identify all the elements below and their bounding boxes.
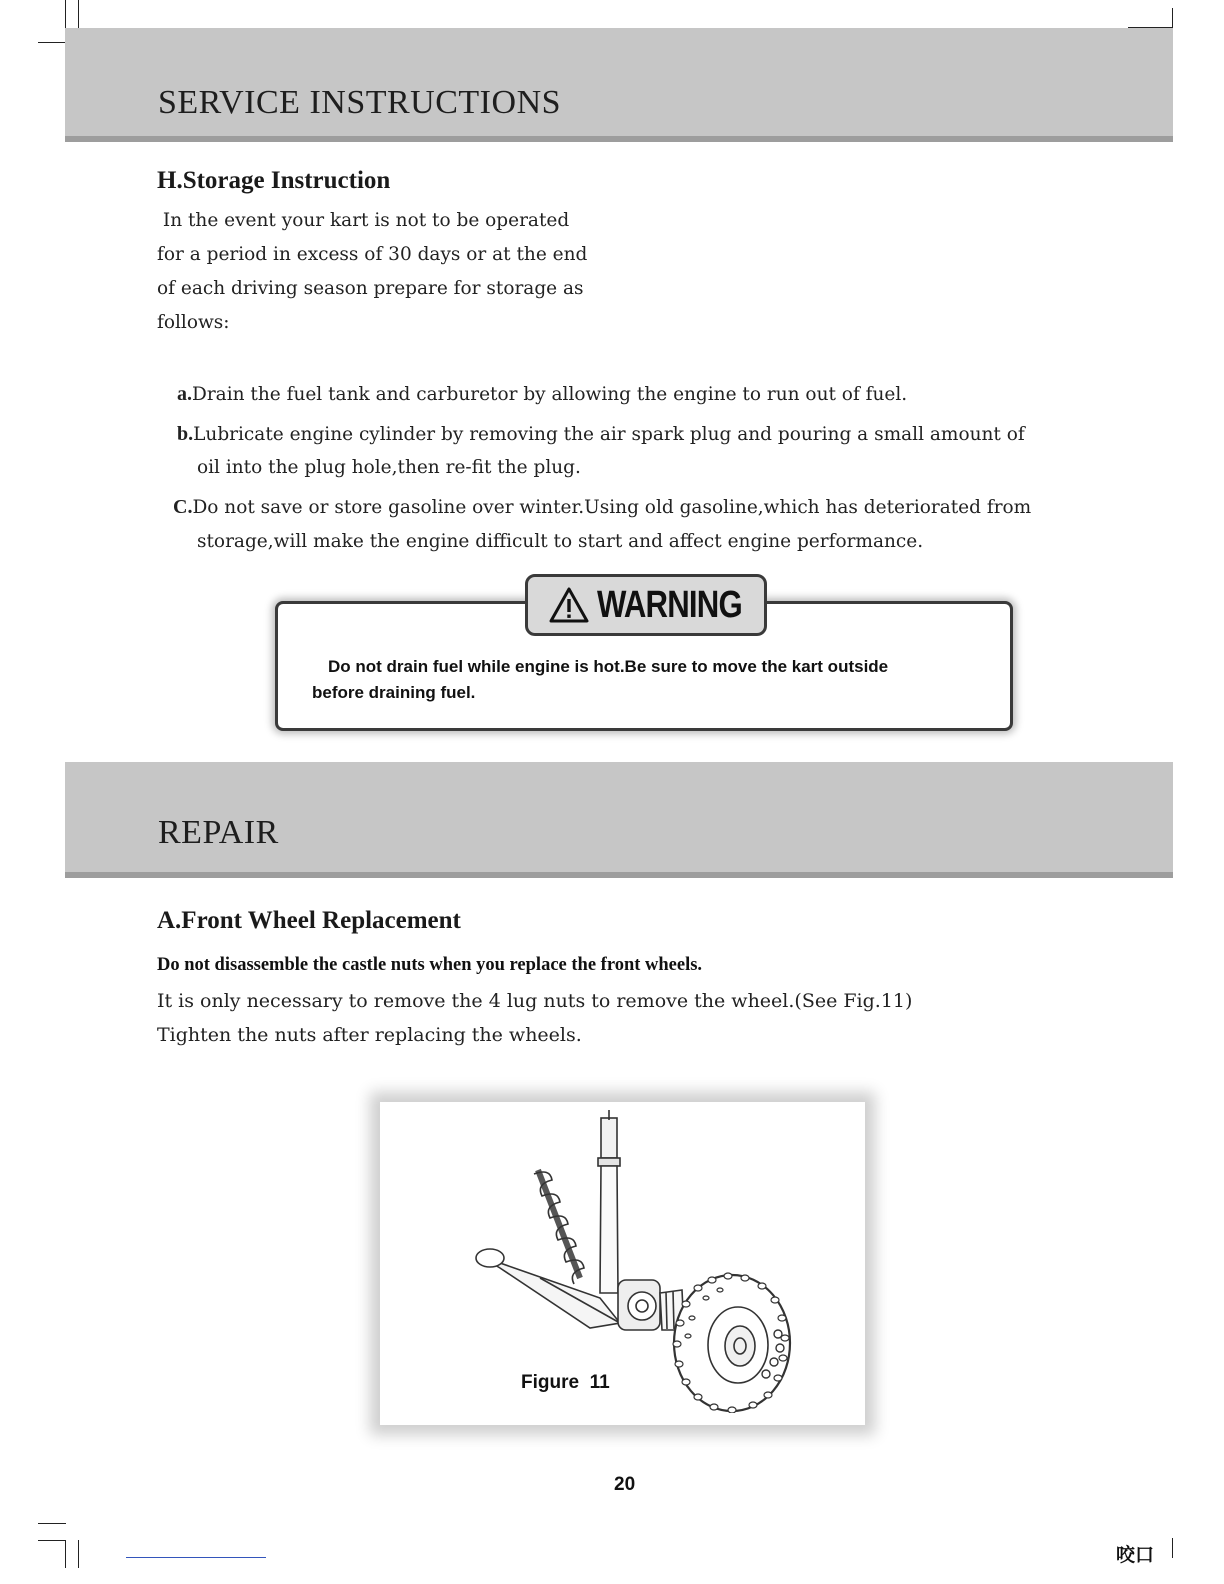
warning-triangle-icon (549, 587, 589, 623)
crop-mark (1172, 8, 1173, 28)
section-header-band (65, 762, 1173, 878)
subsection-heading: H.Storage Instruction (157, 167, 391, 194)
front-suspension-wheel-illustration (470, 1108, 810, 1413)
paragraph-line: of each driving season prepare for storage as (157, 278, 584, 299)
list-item-text: Lubricate engine cylinder by removing the air spark plug and pouring a small amount of (193, 424, 1025, 445)
list-marker: a. (177, 383, 192, 405)
paragraph-line: It is only necessary to remove the 4 lug nuts to remove the wheel.(See Fig.11) (157, 990, 913, 1012)
list-item-text: Drain the fuel tank and carburetor by allowing the engine to run out of fuel. (192, 384, 908, 405)
paragraph-line: follows: (157, 312, 230, 333)
section-title: SERVICE INSTRUCTIONS (158, 84, 562, 121)
figure-caption: Figure 11 (521, 1372, 610, 1393)
crop-mark (65, 1540, 66, 1568)
print-corner-mark: 咬口 (1116, 1544, 1155, 1566)
paragraph-line: for a period in excess of 30 days or at the end (157, 244, 588, 265)
crop-mark (65, 0, 66, 28)
section-title: REPAIR (158, 814, 279, 851)
crop-mark (1172, 1538, 1173, 1558)
paragraph-line: In the event your kart is not to be operated (157, 210, 570, 231)
list-item-continuation: storage,will make the engine difficult to start and affect engine performance. (197, 531, 924, 552)
bold-note: Do not disassemble the castle nuts when you replace the front wheels. (157, 955, 703, 975)
list-item-text: Do not save or store gasoline over winter.Using old gasoline,which has deteriorated from (192, 497, 1032, 518)
list-item (177, 417, 1025, 452)
footer-rule (126, 1557, 266, 1558)
section-header-band (65, 28, 1173, 142)
list-marker: b. (177, 423, 194, 445)
paragraph-line: Tighten the nuts after replacing the wheels. (157, 1024, 582, 1046)
crop-mark (78, 0, 79, 28)
warning-text-line: before draining fuel. (312, 683, 476, 702)
list-marker: C. (173, 496, 193, 518)
crop-mark (38, 1523, 66, 1524)
subsection-heading: A.Front Wheel Replacement (157, 907, 461, 934)
list-item (173, 490, 1031, 525)
warning-label-tab (525, 574, 767, 636)
list-item-continuation: oil into the plug hole,then re-fit the plug. (197, 457, 581, 478)
warning-label: WARNING (596, 583, 742, 626)
crop-mark (38, 42, 66, 43)
list-item (177, 377, 907, 412)
crop-mark (38, 1540, 66, 1541)
crop-mark (78, 1540, 79, 1568)
warning-text-line: Do not drain fuel while engine is hot.Be sure to move the kart outside (328, 657, 889, 676)
page-number: 20 (614, 1474, 636, 1495)
